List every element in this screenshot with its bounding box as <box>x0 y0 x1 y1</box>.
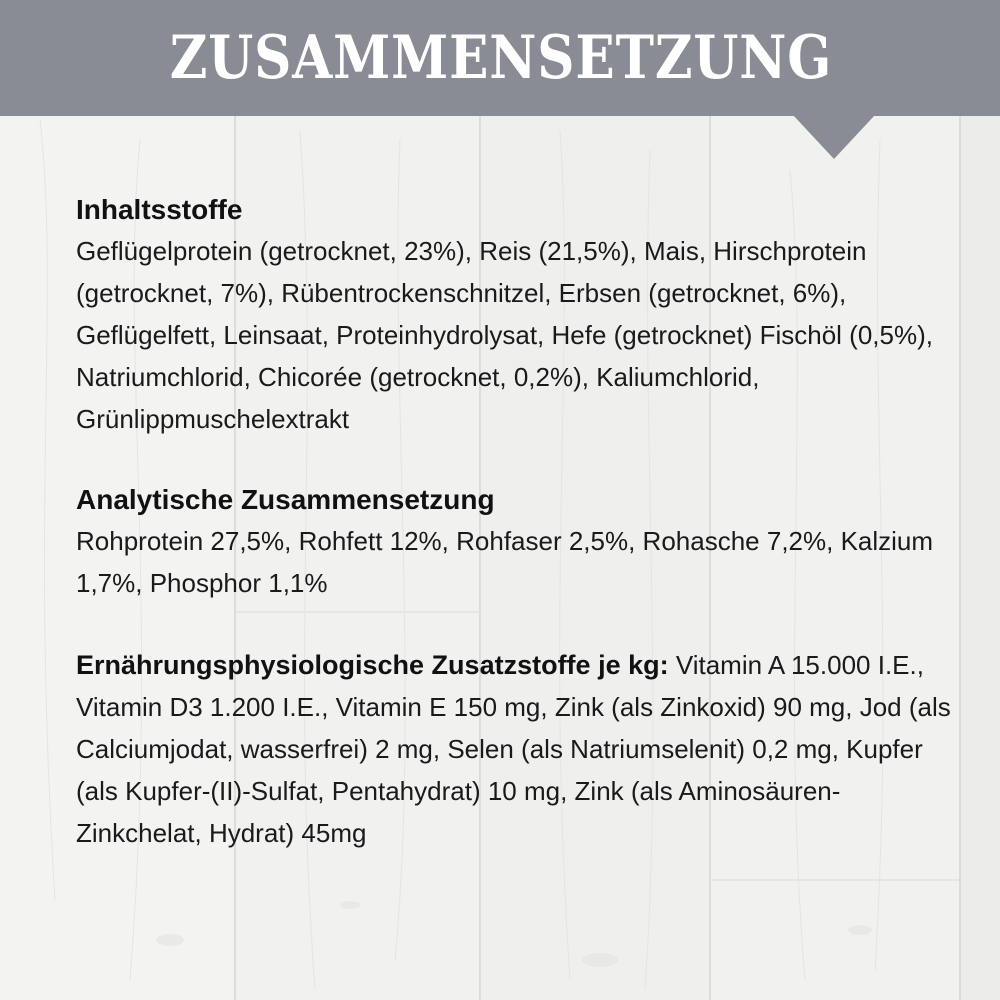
additives-heading: Ernährungsphysiologische Zusatzstoffe je kg: <box>76 650 669 680</box>
header-notch <box>793 115 875 159</box>
analytical-text: Rohprotein 27,5%, Rohfett 12%, Rohfaser 2,5%, Rohasche 7,2%, Kalzium 1,7%, Phosphor 1,1% <box>76 526 934 598</box>
header-banner <box>0 0 1000 116</box>
page-title: ZUSAMMENSETZUNG <box>169 23 833 93</box>
composition-content <box>76 190 956 894</box>
additives-paragraph <box>76 644 956 854</box>
ingredients-heading: Inhaltsstoffe <box>76 194 243 225</box>
additives-section <box>76 644 956 854</box>
ingredients-section <box>76 190 956 440</box>
analytical-heading: Analytische Zusammensetzung <box>76 484 495 515</box>
ingredients-text: Geflügelprotein (getrocknet, 23%), Reis (21,5%), Mais, Hirschprotein (getrocknet, 7%), Rübentrockenschnitzel, Erbsen (getrocknet, 6%), Geflügelfett, Leinsaat, Proteinhydrolysat, Hefe (getrocknet) Fischöl (0,5%), Natriumchlorid, Chicorée (getrocknet, 0,2%), Kaliumchlorid, Grünlippmuschelextrakt <box>76 236 933 434</box>
analytical-section <box>76 480 956 604</box>
additives-text: Vitamin A 15.000 I.E., Vitamin D3 1.200 I.E., Vitamin E 150 mg, Zink (als Zinkoxid) 90 mg, Jod (als Calciumjodat, wasserfrei) 2 mg, Selen (als Natriumselenit) 0,2 mg, Kupfer (als Kupfer-(II)-Sulfat, Pentahydrat) 10 mg, Zink (als Aminosäuren-Zinkchelat, Hydrat) 45mg <box>76 650 951 848</box>
